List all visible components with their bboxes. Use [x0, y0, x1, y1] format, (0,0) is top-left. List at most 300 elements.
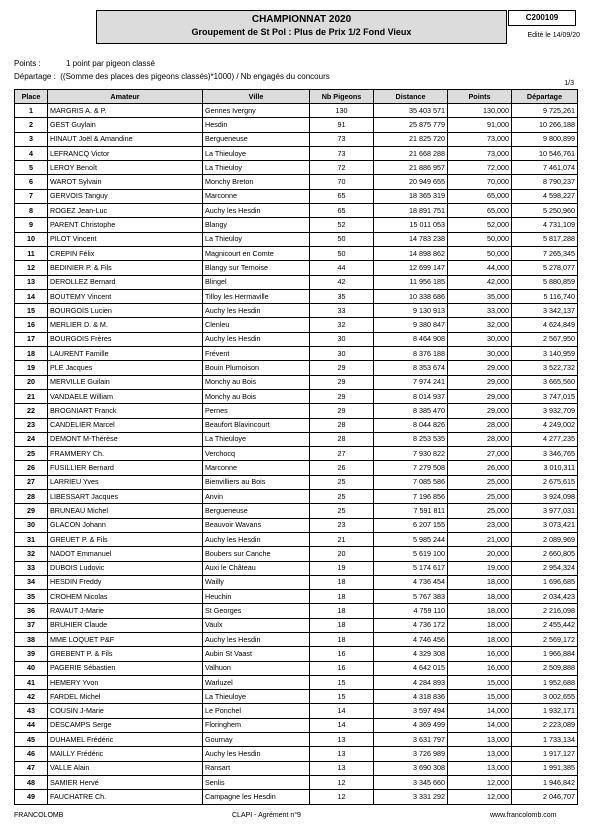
cell-nb-pigeons: 30: [310, 332, 374, 346]
cell-ville: Auchy les Hesdin: [203, 532, 310, 546]
cell-nb-pigeons: 14: [310, 704, 374, 718]
cell-place: 39: [15, 647, 48, 661]
cell-nb-pigeons: 73: [310, 146, 374, 160]
cell-points: 70,000: [448, 175, 512, 189]
cell-nb-pigeons: 15: [310, 675, 374, 689]
table-row: [15, 261, 578, 275]
cell-departage: 2 223,089: [512, 718, 578, 732]
cell-place: 30: [15, 518, 48, 532]
cell-distance: 7 974 241: [374, 375, 448, 389]
cell-place: 13: [15, 275, 48, 289]
cell-nb-pigeons: 29: [310, 389, 374, 403]
cell-distance: 6 207 155: [374, 518, 448, 532]
cell-departage: 5 250,960: [512, 204, 578, 218]
cell-departage: 7 461,074: [512, 161, 578, 175]
cell-points: 73,000: [448, 146, 512, 160]
cell-nb-pigeons: 29: [310, 404, 374, 418]
table-row: [15, 547, 578, 561]
cell-points: 42,000: [448, 275, 512, 289]
cell-distance: 7 279 508: [374, 461, 448, 475]
cell-distance: 7 591 811: [374, 504, 448, 518]
header-departage: Départage: [512, 90, 578, 104]
cell-distance: 9 380 847: [374, 318, 448, 332]
table-row: [15, 404, 578, 418]
cell-ville: Tilloy les Hermaville: [203, 289, 310, 303]
table-row: [15, 690, 578, 704]
cell-departage: 1 991,385: [512, 761, 578, 775]
table-row: [15, 432, 578, 446]
cell-distance: 7 930 822: [374, 447, 448, 461]
table-row: [15, 375, 578, 389]
table-row: [15, 532, 578, 546]
cell-nb-pigeons: 29: [310, 361, 374, 375]
cell-amateur: GREUET P. & Fils: [48, 532, 203, 546]
cell-amateur: DEROLLEZ Bernard: [48, 275, 203, 289]
cell-nb-pigeons: 15: [310, 690, 374, 704]
cell-departage: 9 800,899: [512, 132, 578, 146]
cell-ville: Warluzel: [203, 675, 310, 689]
cell-distance: 9 130 913: [374, 304, 448, 318]
ranking-table: [14, 89, 578, 805]
cell-departage: 2 569,172: [512, 632, 578, 646]
cell-distance: 14 898 862: [374, 246, 448, 260]
cell-points: 23,000: [448, 518, 512, 532]
cell-distance: 4 736 172: [374, 618, 448, 632]
cell-ville: Frévent: [203, 347, 310, 361]
cell-place: 37: [15, 618, 48, 632]
cell-distance: 8 353 674: [374, 361, 448, 375]
cell-distance: 11 956 185: [374, 275, 448, 289]
table-row: [15, 747, 578, 761]
cell-ville: Marconne: [203, 461, 310, 475]
cell-points: 19,000: [448, 561, 512, 575]
cell-nb-pigeons: 12: [310, 790, 374, 804]
cell-distance: 4 736 454: [374, 575, 448, 589]
cell-ville: Auchy les Hesdin: [203, 332, 310, 346]
cell-place: 43: [15, 704, 48, 718]
table-row: [15, 361, 578, 375]
cell-points: 13,000: [448, 747, 512, 761]
cell-ville: La Thieuloy: [203, 232, 310, 246]
cell-departage: 5 880,859: [512, 275, 578, 289]
cell-departage: 3 522,732: [512, 361, 578, 375]
cell-amateur: HINAUT Joël & Amandine: [48, 132, 203, 146]
cell-amateur: DEMONT M-Thérèse: [48, 432, 203, 446]
cell-departage: 2 034,423: [512, 590, 578, 604]
cell-amateur: DESCAMPS Serge: [48, 718, 203, 732]
cell-amateur: SAMIER Hervé: [48, 775, 203, 789]
cell-ville: Vaulx: [203, 618, 310, 632]
table-row: [15, 389, 578, 403]
cell-ville: Bergueneuse: [203, 504, 310, 518]
cell-place: 26: [15, 461, 48, 475]
cell-amateur: CREPIN Félix: [48, 246, 203, 260]
cell-distance: 10 338 686: [374, 289, 448, 303]
table-row: [15, 704, 578, 718]
cell-distance: 4 642 015: [374, 661, 448, 675]
cell-departage: 1 696,685: [512, 575, 578, 589]
cell-place: 19: [15, 361, 48, 375]
cell-ville: Anvin: [203, 490, 310, 504]
cell-ville: Monchy Breton: [203, 175, 310, 189]
cell-points: 18,000: [448, 590, 512, 604]
cell-departage: 3 665,560: [512, 375, 578, 389]
cell-points: 28,000: [448, 432, 512, 446]
cell-amateur: NADOT Emmanuel: [48, 547, 203, 561]
cell-departage: 2 455,442: [512, 618, 578, 632]
cell-departage: 3 346,765: [512, 447, 578, 461]
table-row: [15, 461, 578, 475]
cell-distance: 20 949 655: [374, 175, 448, 189]
cell-distance: 8 014 937: [374, 389, 448, 403]
cell-place: 27: [15, 475, 48, 489]
cell-amateur: DUBOIS Ludovic: [48, 561, 203, 575]
cell-ville: Aubin St Vaast: [203, 647, 310, 661]
cell-place: 2: [15, 118, 48, 132]
cell-amateur: FAUCHATRE Ch.: [48, 790, 203, 804]
cell-points: 29,000: [448, 361, 512, 375]
cell-nb-pigeons: 50: [310, 232, 374, 246]
cell-points: 21,000: [448, 532, 512, 546]
cell-points: 65,000: [448, 204, 512, 218]
cell-distance: 4 318 836: [374, 690, 448, 704]
cell-departage: 9 725,261: [512, 104, 578, 118]
table-row: [15, 218, 578, 232]
cell-nb-pigeons: 18: [310, 604, 374, 618]
cell-amateur: FARDEL Michel: [48, 690, 203, 704]
cell-place: 33: [15, 561, 48, 575]
cell-nb-pigeons: 19: [310, 561, 374, 575]
cell-points: 32,000: [448, 318, 512, 332]
cell-points: 30,000: [448, 332, 512, 346]
cell-departage: 1 932,171: [512, 704, 578, 718]
cell-departage: 1 946,842: [512, 775, 578, 789]
table-body: [15, 104, 578, 805]
cell-distance: 8 376 188: [374, 347, 448, 361]
cell-departage: 7 265,345: [512, 246, 578, 260]
cell-points: 65,000: [448, 189, 512, 203]
cell-amateur: MME LOQUET P&F: [48, 632, 203, 646]
departage-label: Départage :: [14, 72, 56, 81]
table-row: [15, 475, 578, 489]
cell-amateur: VALLE Alain: [48, 761, 203, 775]
cell-distance: 35 403 571: [374, 104, 448, 118]
cell-departage: 5 116,740: [512, 289, 578, 303]
page-subtitle: Groupement de St Pol : Plus de Prix 1/2 Fond Vieux: [191, 27, 412, 37]
cell-departage: 2 660,805: [512, 547, 578, 561]
cell-ville: Monchy au Bois: [203, 375, 310, 389]
cell-amateur: GEST Guylain: [48, 118, 203, 132]
cell-departage: 3 977,031: [512, 504, 578, 518]
cell-place: 24: [15, 432, 48, 446]
cell-ville: Pernes: [203, 404, 310, 418]
cell-departage: 3 002,655: [512, 690, 578, 704]
table-row: [15, 718, 578, 732]
cell-place: 29: [15, 504, 48, 518]
cell-points: 18,000: [448, 604, 512, 618]
cell-nb-pigeons: 50: [310, 246, 374, 260]
cell-ville: Ransart: [203, 761, 310, 775]
cell-nb-pigeons: 13: [310, 747, 374, 761]
cell-points: 13,000: [448, 761, 512, 775]
cell-points: 50,000: [448, 246, 512, 260]
table-row: [15, 232, 578, 246]
table-row: [15, 332, 578, 346]
page-number: 1/3: [564, 80, 574, 87]
table-row: [15, 590, 578, 604]
cell-ville: Beauvoir Wavans: [203, 518, 310, 532]
cell-distance: 25 875 779: [374, 118, 448, 132]
cell-departage: 4 277,235: [512, 432, 578, 446]
cell-amateur: CANDELIER Marcel: [48, 418, 203, 432]
cell-place: 35: [15, 590, 48, 604]
cell-departage: 10 266,188: [512, 118, 578, 132]
cell-amateur: MERVILLE Guilain: [48, 375, 203, 389]
cell-nb-pigeons: 29: [310, 375, 374, 389]
cell-place: 7: [15, 189, 48, 203]
cell-points: 52,000: [448, 218, 512, 232]
cell-amateur: FUSILLIER Bernard: [48, 461, 203, 475]
cell-place: 34: [15, 575, 48, 589]
cell-points: 72,000: [448, 161, 512, 175]
cell-place: 9: [15, 218, 48, 232]
cell-nb-pigeons: 33: [310, 304, 374, 318]
cell-place: 6: [15, 175, 48, 189]
title-box: [96, 10, 507, 44]
cell-place: 21: [15, 389, 48, 403]
cell-ville: La Thieuloye: [203, 690, 310, 704]
table-row: [15, 318, 578, 332]
cell-distance: 5 985 244: [374, 532, 448, 546]
cell-points: 15,000: [448, 690, 512, 704]
cell-amateur: MERLIER D. & M.: [48, 318, 203, 332]
cell-distance: 21 668 288: [374, 146, 448, 160]
table-row: [15, 132, 578, 146]
cell-amateur: PILOT Vincent: [48, 232, 203, 246]
table-row: [15, 161, 578, 175]
cell-ville: Senlis: [203, 775, 310, 789]
cell-distance: 4 369 499: [374, 718, 448, 732]
cell-ville: Auchy les Hesdin: [203, 204, 310, 218]
cell-points: 16,000: [448, 661, 512, 675]
departage-line: [14, 72, 330, 81]
cell-departage: 3 747,015: [512, 389, 578, 403]
footer-agrement: CLAPI - Agrément n°9: [232, 812, 301, 819]
cell-points: 29,000: [448, 375, 512, 389]
cell-ville: Auchy les Hesdin: [203, 304, 310, 318]
cell-nb-pigeons: 13: [310, 733, 374, 747]
table-row: [15, 304, 578, 318]
table-row: [15, 790, 578, 804]
points-label: Points :: [14, 59, 41, 68]
cell-departage: 5 278,077: [512, 261, 578, 275]
table-row: [15, 146, 578, 160]
cell-ville: Bienvilliers au Bois: [203, 475, 310, 489]
cell-nb-pigeons: 21: [310, 532, 374, 546]
cell-place: 38: [15, 632, 48, 646]
cell-distance: 8 464 908: [374, 332, 448, 346]
cell-amateur: FRAMMERY Ch.: [48, 447, 203, 461]
cell-amateur: LARRIEU Yves: [48, 475, 203, 489]
cell-points: 50,000: [448, 232, 512, 246]
cell-distance: 14 783 238: [374, 232, 448, 246]
cell-amateur: MAILLY Frédéric: [48, 747, 203, 761]
cell-distance: 8 044 826: [374, 418, 448, 432]
cell-place: 25: [15, 447, 48, 461]
cell-distance: 4 759 110: [374, 604, 448, 618]
cell-nb-pigeons: 12: [310, 775, 374, 789]
cell-departage: 3 932,709: [512, 404, 578, 418]
table-row: [15, 675, 578, 689]
cell-distance: 3 690 308: [374, 761, 448, 775]
header-points: Points: [448, 90, 512, 104]
cell-distance: 18 891 751: [374, 204, 448, 218]
cell-departage: 2 954,324: [512, 561, 578, 575]
cell-place: 18: [15, 347, 48, 361]
cell-nb-pigeons: 35: [310, 289, 374, 303]
cell-amateur: HEMERY Yvon: [48, 675, 203, 689]
cell-distance: 18 365 319: [374, 189, 448, 203]
cell-ville: La Thieuloye: [203, 146, 310, 160]
cell-nb-pigeons: 28: [310, 432, 374, 446]
cell-nb-pigeons: 130: [310, 104, 374, 118]
cell-nb-pigeons: 18: [310, 575, 374, 589]
cell-ville: Le Ponchel: [203, 704, 310, 718]
cell-points: 91,000: [448, 118, 512, 132]
cell-amateur: PARENT Christophe: [48, 218, 203, 232]
table-row: [15, 561, 578, 575]
cell-points: 26,000: [448, 461, 512, 475]
cell-distance: 4 329 308: [374, 647, 448, 661]
cell-departage: 4 249,002: [512, 418, 578, 432]
table-row: [15, 447, 578, 461]
cell-place: 17: [15, 332, 48, 346]
cell-distance: 8 385 470: [374, 404, 448, 418]
cell-amateur: BRUHIER Claude: [48, 618, 203, 632]
cell-points: 14,000: [448, 704, 512, 718]
cell-nb-pigeons: 13: [310, 761, 374, 775]
cell-place: 36: [15, 604, 48, 618]
cell-departage: 2 675,615: [512, 475, 578, 489]
cell-departage: 4 624,849: [512, 318, 578, 332]
cell-nb-pigeons: 18: [310, 590, 374, 604]
cell-distance: 5 174 617: [374, 561, 448, 575]
cell-nb-pigeons: 25: [310, 475, 374, 489]
cell-distance: 3 345 660: [374, 775, 448, 789]
cell-place: 12: [15, 261, 48, 275]
cell-distance: 3 631 797: [374, 733, 448, 747]
cell-nb-pigeons: 26: [310, 461, 374, 475]
cell-points: 12,000: [448, 775, 512, 789]
cell-place: 16: [15, 318, 48, 332]
cell-amateur: BOURGOIS Frères: [48, 332, 203, 346]
cell-ville: Gennes Ivergny: [203, 104, 310, 118]
cell-ville: Marconne: [203, 189, 310, 203]
document-code: C200109: [508, 10, 576, 26]
cell-nb-pigeons: 72: [310, 161, 374, 175]
cell-amateur: LEFRANCQ Victor: [48, 146, 203, 160]
cell-ville: Auchy les Hesdin: [203, 747, 310, 761]
cell-place: 15: [15, 304, 48, 318]
cell-distance: 5 619 100: [374, 547, 448, 561]
cell-points: 29,000: [448, 404, 512, 418]
table-row: [15, 204, 578, 218]
table-row: [15, 189, 578, 203]
cell-place: 20: [15, 375, 48, 389]
header-amateur: Amateur: [48, 90, 203, 104]
cell-departage: 3 924,098: [512, 490, 578, 504]
cell-amateur: ROGEZ Jean-Luc: [48, 204, 203, 218]
cell-points: 15,000: [448, 675, 512, 689]
cell-departage: 3 073,421: [512, 518, 578, 532]
table-row: [15, 618, 578, 632]
cell-points: 28,000: [448, 418, 512, 432]
cell-nb-pigeons: 91: [310, 118, 374, 132]
cell-points: 73,000: [448, 132, 512, 146]
cell-amateur: LIBESSART Jacques: [48, 490, 203, 504]
cell-amateur: MARGRIS A. & P.: [48, 104, 203, 118]
cell-departage: 1 966,884: [512, 647, 578, 661]
table-row: [15, 246, 578, 260]
points-line: [14, 59, 155, 68]
cell-place: 49: [15, 790, 48, 804]
cell-distance: 21 825 720: [374, 132, 448, 146]
cell-amateur: DUHAMEL Frédéric: [48, 733, 203, 747]
cell-ville: Clenleu: [203, 318, 310, 332]
table-row: [15, 733, 578, 747]
cell-ville: Auchy les Hesdin: [203, 632, 310, 646]
cell-amateur: BRUNEAU Michel: [48, 504, 203, 518]
table-header-row: [15, 90, 578, 104]
departage-value: ((Somme des places des pigeons classés)*1000) / Nb engagés du concours: [60, 72, 330, 81]
cell-points: 25,000: [448, 475, 512, 489]
cell-amateur: BOURGOIS Lucien: [48, 304, 203, 318]
cell-amateur: LEROY Benoît: [48, 161, 203, 175]
cell-place: 41: [15, 675, 48, 689]
cell-points: 20,000: [448, 547, 512, 561]
cell-departage: 3 010,311: [512, 461, 578, 475]
cell-departage: 4 598,227: [512, 189, 578, 203]
cell-amateur: VANDAELE William: [48, 389, 203, 403]
cell-distance: 7 196 856: [374, 490, 448, 504]
cell-ville: Boubers sur Canche: [203, 547, 310, 561]
cell-place: 46: [15, 747, 48, 761]
cell-ville: Valhuon: [203, 661, 310, 675]
cell-place: 31: [15, 532, 48, 546]
cell-distance: 4 746 456: [374, 632, 448, 646]
cell-distance: 15 011 053: [374, 218, 448, 232]
cell-nb-pigeons: 32: [310, 318, 374, 332]
cell-nb-pigeons: 70: [310, 175, 374, 189]
header-nb-pigeons: Nb Pigeons: [310, 90, 374, 104]
cell-amateur: CROHEM Nicolas: [48, 590, 203, 604]
cell-place: 32: [15, 547, 48, 561]
table-row: [15, 504, 578, 518]
cell-nb-pigeons: 30: [310, 347, 374, 361]
table-row: [15, 575, 578, 589]
cell-ville: La Thieuloy: [203, 161, 310, 175]
footer-website: www.francolomb.com: [490, 812, 557, 819]
cell-departage: 10 546,761: [512, 146, 578, 160]
cell-nb-pigeons: 28: [310, 418, 374, 432]
cell-amateur: GERVOIS Tanguy: [48, 189, 203, 203]
cell-ville: Floringhem: [203, 718, 310, 732]
cell-place: 11: [15, 246, 48, 260]
header-place: Place: [15, 90, 48, 104]
cell-place: 5: [15, 161, 48, 175]
table-row: [15, 347, 578, 361]
cell-points: 12,000: [448, 790, 512, 804]
